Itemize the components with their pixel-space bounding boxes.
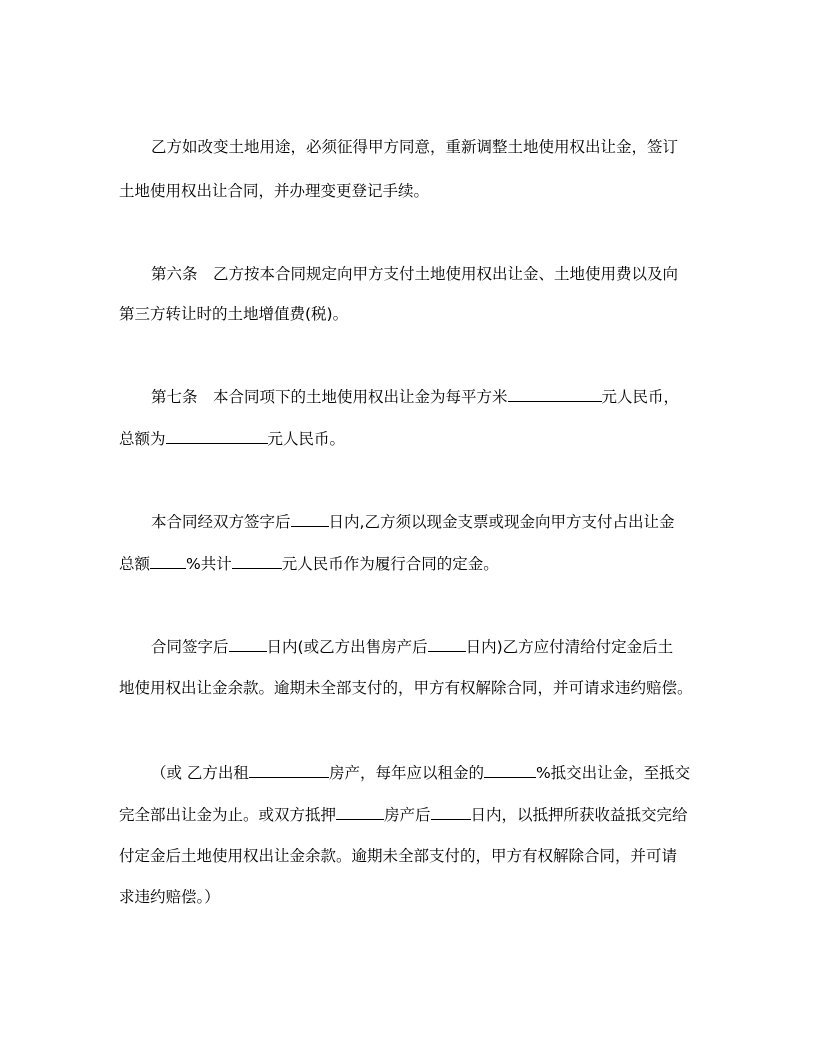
- mortgage-days-blank: [431, 804, 471, 820]
- total-amount-unit: 元人民币。: [267, 430, 346, 448]
- payment-text-c: 日内)乙方应付清给付定金后土: [465, 638, 674, 656]
- total-amount-blank: [166, 428, 268, 444]
- article-7-line-1: [151, 386, 679, 407]
- alternative-text-c: %抵交出让金，至抵交: [535, 764, 691, 782]
- deposit-amount-blank: [232, 553, 282, 569]
- payment-text-a: 合同签字后: [151, 638, 229, 656]
- article-6-line-1: 第六条 乙方按本合同规定向甲方支付土地使用权出让金、土地使用费以及向: [151, 265, 679, 283]
- deposit-text-a: 本合同经双方签字后: [151, 513, 291, 531]
- total-amount-label: 总额为: [119, 430, 166, 448]
- deposit-text-d: %共计: [186, 555, 232, 573]
- sale-days-blank: [428, 636, 466, 652]
- mortgage-property-blank: [336, 804, 384, 820]
- price-per-sqm-blank: [508, 386, 602, 402]
- alternative-text-f: 日内，以抵押所获收益抵交完给: [470, 806, 688, 824]
- alternative-text-a: （或 乙方出租: [151, 764, 249, 782]
- paragraph-1-line-2: 土地使用权出让合同，并办理变更登记手续。: [119, 182, 430, 200]
- article-7-line-2: [119, 428, 345, 449]
- payment-line-2: 地使用权出让金余款。逾期未全部支付的，甲方有权解除合同，并可请求违约赔偿。: [119, 679, 693, 697]
- alternative-text-d: 完全部出让金为止。或双方抵押: [119, 806, 337, 824]
- article-7-text-b: 元人民币，: [601, 388, 680, 406]
- alternative-line-2: [119, 804, 688, 825]
- alternative-text-e: 房产后: [384, 806, 431, 824]
- payment-days-blank: [229, 636, 267, 652]
- deposit-text-c: 总额: [119, 555, 151, 573]
- alternative-line-1: [151, 762, 690, 783]
- article-6-line-2: 第三方转让时的土地增值费(税)。: [119, 305, 349, 323]
- alternative-line-3: 付定金后土地使用权出让金余款。逾期未全部支付的，甲方有权解除合同，并可请: [119, 847, 678, 865]
- deposit-line-1: [151, 511, 674, 532]
- alternative-line-4: 求违约赔偿。）: [119, 888, 220, 906]
- deposit-percent-blank: [150, 553, 186, 569]
- deposit-days-blank: [291, 511, 329, 527]
- payment-text-b: 日内(或乙方出售房产后: [266, 638, 428, 656]
- deposit-text-e: 元人民币作为履行合同的定金。: [281, 555, 499, 573]
- payment-line-1: [151, 636, 673, 657]
- paragraph-1-line-1: 乙方如改变土地用途，必须征得甲方同意，重新调整土地使用权出让金，签订: [151, 138, 679, 156]
- alternative-text-b: 房产，每年应以租金的: [328, 764, 484, 782]
- rent-percent-blank: [484, 762, 536, 778]
- deposit-line-2: [119, 553, 499, 574]
- deposit-text-b: 日内,乙方须以现金支票或现金向甲方支付占出让金: [328, 513, 675, 531]
- rental-property-blank: [249, 762, 329, 778]
- article-7-text-a: 第七条 本合同项下的土地使用权出让金为每平方米: [151, 388, 508, 406]
